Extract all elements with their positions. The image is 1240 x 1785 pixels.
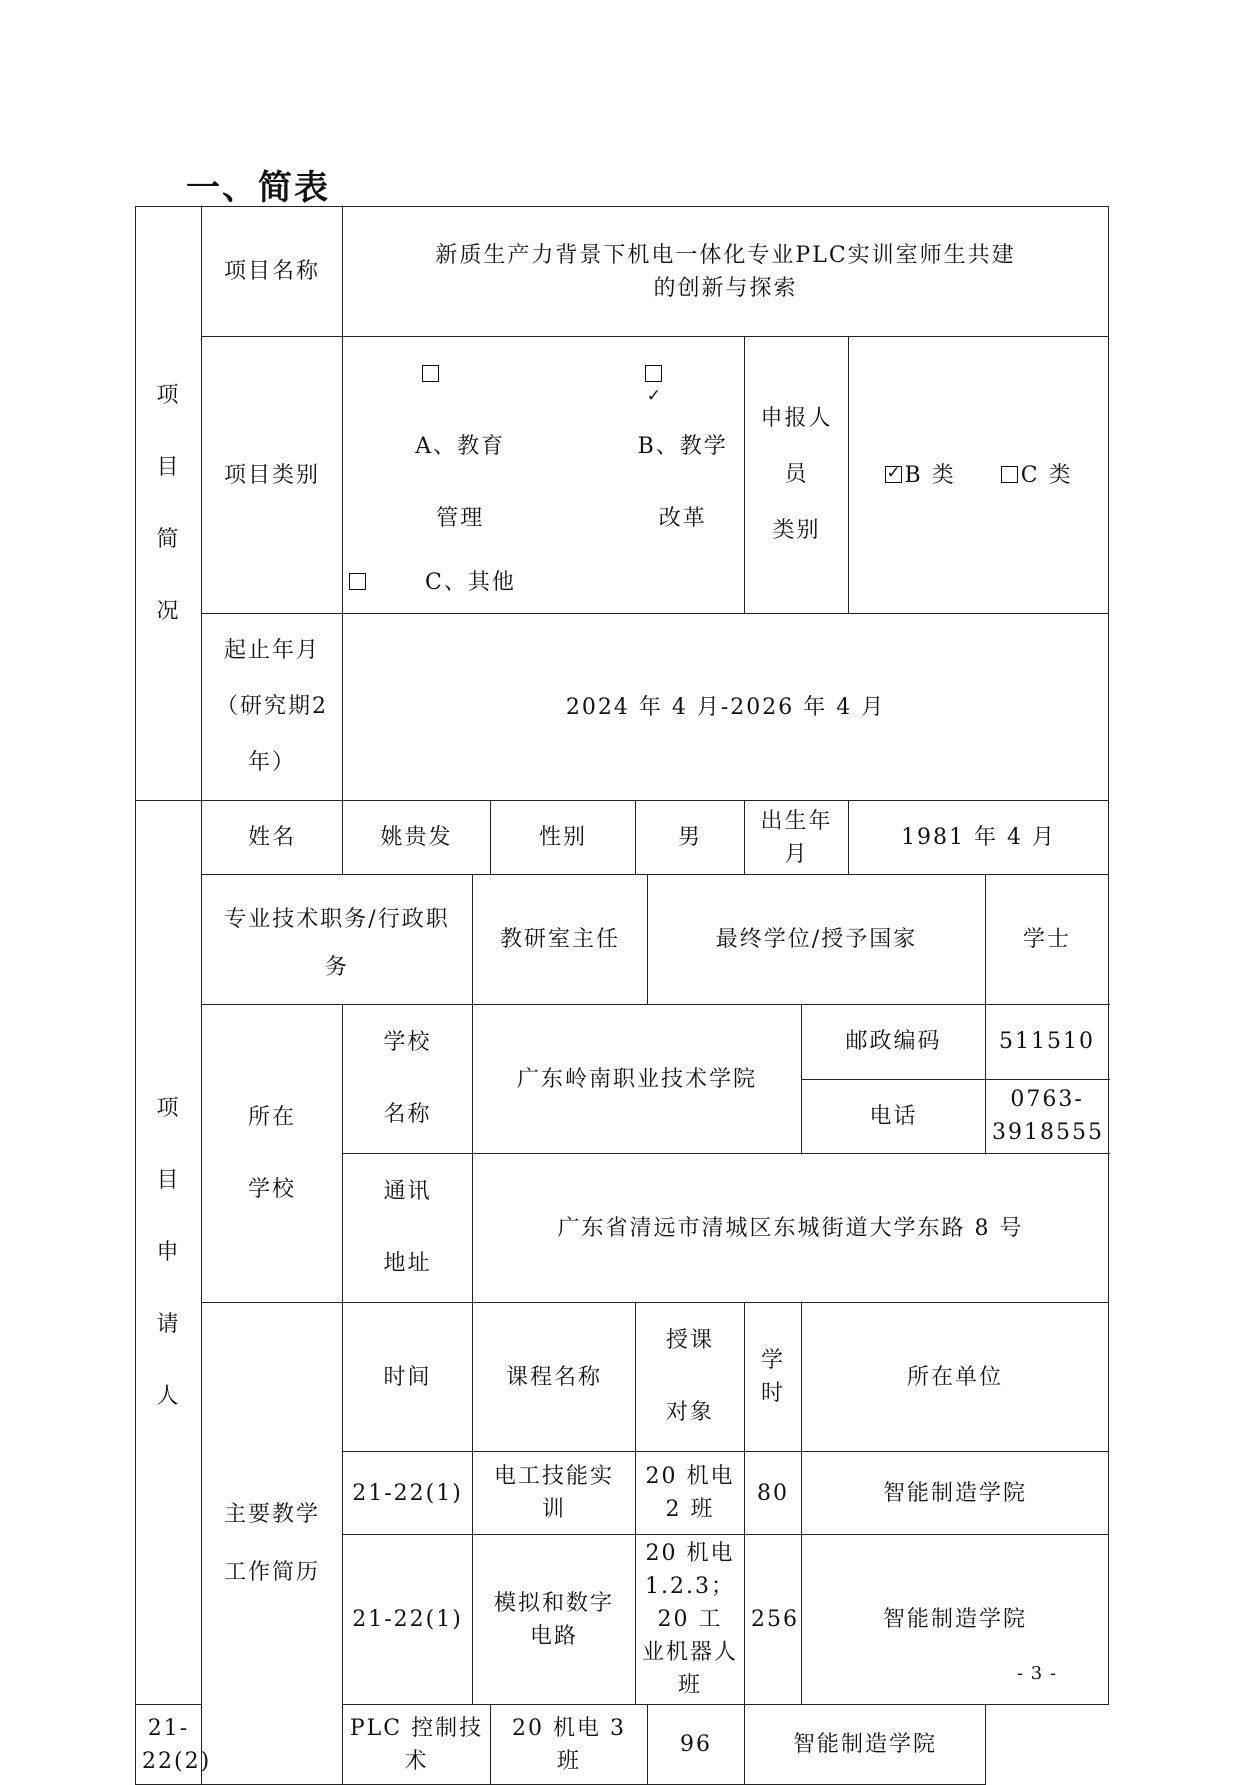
teaching-audience: 20 机电 2 班 <box>636 1452 745 1535</box>
unchecked-box-icon[interactable] <box>422 365 439 382</box>
applicant-section-label: 项 目 申 请 人 <box>136 801 202 1705</box>
teaching-course: 模拟和数字 电路 <box>473 1535 636 1705</box>
teaching-header-unit: 所在单位 <box>802 1303 1109 1452</box>
unchecked-box-icon[interactable] <box>1001 466 1018 483</box>
teaching-audience: 20 机电 3 班 <box>491 1705 648 1785</box>
teaching-header-audience: 授课 对象 <box>636 1303 745 1452</box>
postcode-value: 511510 <box>986 1005 1109 1080</box>
project-category-label: 项目类别 <box>202 337 343 614</box>
name-value: 姚贵发 <box>343 801 491 875</box>
teaching-time: 21-22(2) <box>136 1705 202 1785</box>
gender-label: 性别 <box>491 801 636 875</box>
category-option-c[interactable]: C、其他 <box>349 555 516 611</box>
category-option-b[interactable]: ✓B、教学改革 <box>571 339 738 555</box>
applicant-type-label: 申报人员 类别 <box>745 337 849 614</box>
degree-value: 学士 <box>986 875 1109 1005</box>
period-value: 2024 年 4 月-2026 年 4 月 <box>343 614 1109 801</box>
teaching-unit: 智能制造学院 <box>802 1452 1109 1535</box>
project-overview-section-label: 项 目 简 况 <box>136 207 202 801</box>
applicant-type-c[interactable]: C 类 <box>1001 463 1073 488</box>
school-name-value: 广东岭南职业技术学院 <box>473 1005 802 1154</box>
unchecked-box-icon[interactable] <box>349 573 366 590</box>
teaching-unit: 智能制造学院 <box>745 1705 986 1785</box>
project-category-options <box>343 337 745 614</box>
checked-box-icon[interactable] <box>885 466 902 483</box>
teaching-unit: 智能制造学院 <box>802 1535 1109 1705</box>
address-label: 通讯 地址 <box>343 1154 473 1303</box>
phone-value: 0763-3918555 <box>986 1079 1109 1154</box>
project-name-value: 新质生产力背景下机电一体化专业PLC实训室师生共建 的创新与探索 <box>343 207 1109 337</box>
teaching-course: 电工技能实 训 <box>473 1452 636 1535</box>
teaching-header-hours: 学时 <box>745 1303 802 1452</box>
postcode-label: 邮政编码 <box>802 1005 986 1080</box>
period-label: 起止年月 （研究期2 年） <box>202 614 343 801</box>
applicant-type-options <box>849 337 1109 614</box>
teaching-hours: 80 <box>745 1452 802 1535</box>
category-option-a[interactable]: A、教育管理 <box>349 339 515 555</box>
application-summary-table <box>135 206 1109 1785</box>
degree-label: 最终学位/授予国家 <box>648 875 986 1005</box>
name-label: 姓名 <box>202 801 343 875</box>
teaching-course: PLC 控制技 术 <box>343 1705 491 1785</box>
page-number: - 3 - <box>1017 1663 1058 1684</box>
title-value: 教研室主任 <box>473 875 648 1005</box>
page-heading: 一、简表 <box>186 168 330 208</box>
project-name-label: 项目名称 <box>202 207 343 337</box>
teaching-audience: 20 机电 1.2.3；20 工 业机器人班 <box>636 1535 745 1705</box>
phone-label: 电话 <box>802 1079 986 1154</box>
teaching-time: 21-22(1) <box>343 1535 473 1705</box>
applicant-type-b[interactable]: ✓B 类 <box>885 463 956 488</box>
gender-value: 男 <box>636 801 745 875</box>
title-label: 专业技术职务/行政职 务 <box>202 875 473 1005</box>
birth-label: 出生年月 <box>745 801 849 875</box>
teaching-time: 21-22(1) <box>343 1452 473 1535</box>
teaching-hours: 256 <box>745 1535 802 1705</box>
birth-value: 1981 年 4 月 <box>849 801 1109 875</box>
teaching-header-time: 时间 <box>343 1303 473 1452</box>
address-value: 广东省清远市清城区东城街道大学东路 8 号 <box>473 1154 1109 1303</box>
school-label: 所在 学校 <box>202 1005 343 1303</box>
checked-box-icon[interactable] <box>645 365 662 382</box>
teaching-header-course: 课程名称 <box>473 1303 636 1452</box>
teaching-history-label: 主要教学 工作简历 <box>202 1303 343 1785</box>
teaching-hours: 96 <box>648 1705 745 1785</box>
school-name-label: 学校 名称 <box>343 1005 473 1154</box>
